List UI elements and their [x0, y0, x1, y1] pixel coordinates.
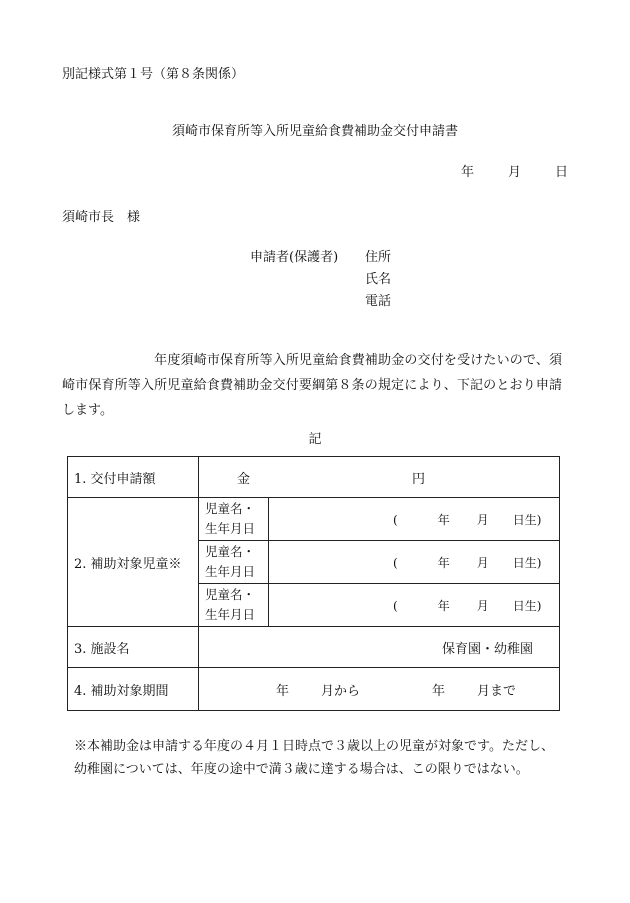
applicant-address-label: 住所 — [365, 250, 392, 265]
facility-type: 保育園・幼稚園 — [441, 641, 533, 657]
child-3-label: 児童名・ 生年月日 — [199, 584, 269, 627]
addressee: 須崎市長 様 — [62, 210, 141, 225]
child-2-entry[interactable]: ( 年 月 日生) — [269, 541, 560, 584]
child-1-label: 児童名・ 生年月日 — [199, 498, 269, 541]
date-day: 日 — [555, 165, 569, 180]
applicant-phone-label: 電話 — [365, 294, 392, 309]
eligibility-note: ※本補助金は申請する年度の４月１日時点で３歳以上の児童が対象です。ただし、幼稚園については、年度の途中で満３歳に達する場合は、この限りではない。 — [74, 739, 554, 777]
child-3-entry[interactable]: ( 年 月 日生) — [269, 584, 560, 627]
period-cell[interactable]: 年 月から 年 月まで — [199, 668, 560, 711]
table-row — [68, 457, 560, 498]
date-line — [461, 161, 568, 180]
child-2-label: 児童名・ 生年月日 — [199, 541, 269, 584]
amount-cell[interactable] — [199, 457, 560, 498]
period-label: 4. 補助対象期間 — [68, 668, 199, 711]
facility-cell[interactable] — [199, 627, 560, 668]
amount-kin: 金 — [237, 471, 251, 487]
applicant-label: 申請者(保護者) — [250, 250, 339, 265]
table-row — [68, 627, 560, 668]
children-label: 2. 補助対象児童※ — [68, 498, 199, 627]
amount-yen: 円 — [412, 471, 426, 487]
body-text: 年度須崎市保育所等入所児童給食費補助金の交付を受けたいので、須崎市保育所等入所児童給食費補助金交付要綱第８条の規定により、下記のとおり申請します。 — [62, 353, 562, 418]
table-row — [68, 498, 560, 541]
applicant-name-label: 氏名 — [365, 272, 392, 287]
ki-heading: 記 — [308, 432, 322, 447]
child-1-entry[interactable]: ( 年 月 日生) — [269, 498, 560, 541]
form-title: 須崎市保育所等入所児童給食費補助金交付申請書 — [171, 124, 458, 139]
date-month: 月 — [508, 165, 522, 180]
application-table — [67, 456, 560, 711]
table-row — [68, 668, 560, 711]
date-year: 年 — [461, 165, 475, 180]
form-code: 別記様式第１号（第８条関係） — [62, 67, 245, 82]
amount-label: 1. 交付申請額 — [68, 457, 199, 498]
facility-label: 3. 施設名 — [68, 627, 199, 668]
